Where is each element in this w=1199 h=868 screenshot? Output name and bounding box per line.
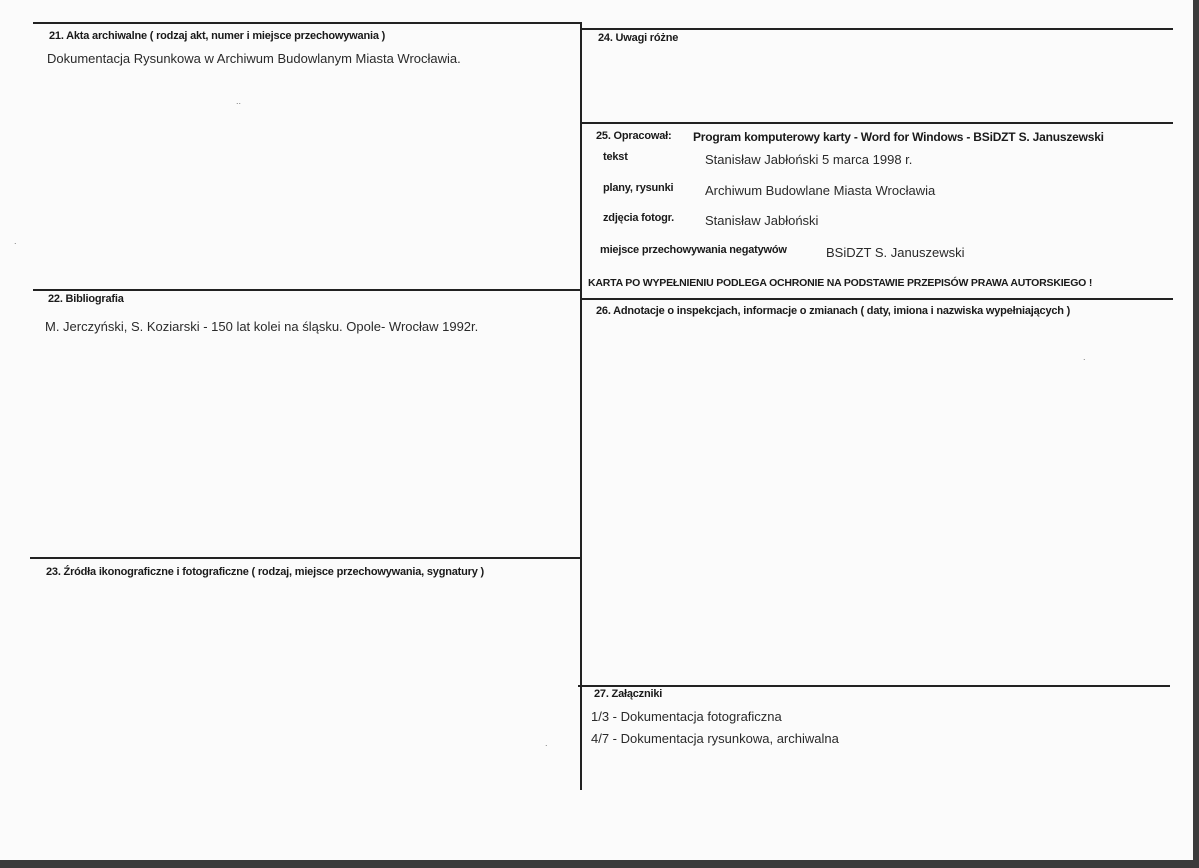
scan-mark: .. bbox=[236, 96, 242, 106]
scan-mark: . bbox=[1083, 352, 1086, 362]
section-25-label-plans: plany, rysunki bbox=[603, 182, 674, 194]
section-25-label-text: tekst bbox=[603, 151, 628, 163]
section-25-value-photos: Stanisław Jabłoński bbox=[705, 213, 819, 228]
divider-24-25 bbox=[581, 122, 1173, 124]
section-24-title: 24. Uwagi różne bbox=[598, 32, 679, 44]
section-25-value-text: Stanisław Jabłoński 5 marca 1998 r. bbox=[705, 152, 913, 167]
section-22-content: M. Jerczyński, S. Koziarski - 150 lat kolei na śląsku. Opole- Wrocław 1992r. bbox=[45, 319, 479, 334]
section-25-value-plans: Archiwum Budowlane Miasta Wrocławia bbox=[705, 183, 936, 198]
section-22-title: 22. Bibliografia bbox=[48, 293, 124, 305]
scan-edge-right bbox=[1193, 0, 1199, 868]
section-21-content: Dokumentacja Rysunkowa w Archiwum Budowlanym Miasta Wrocławia. bbox=[47, 51, 461, 66]
divider-top-left bbox=[33, 22, 581, 24]
divider-26-27 bbox=[578, 685, 1170, 687]
divider-vertical bbox=[580, 22, 582, 790]
section-25-program: Program komputerowy karty - Word for Windows - BSiDZT S. Januszewski bbox=[693, 130, 1104, 144]
divider-22-23 bbox=[30, 557, 580, 559]
attachment-item-2: 4/7 - Dokumentacja rysunkowa, archiwalna bbox=[591, 731, 839, 746]
scan-edge-bottom bbox=[0, 860, 1199, 868]
attachment-item-1: 1/3 - Dokumentacja fotograficzna bbox=[591, 709, 782, 724]
divider-top-right bbox=[581, 28, 1173, 30]
divider-25-26 bbox=[581, 298, 1173, 300]
scan-mark: . bbox=[14, 236, 17, 246]
section-23-title: 23. Źródła ikonograficzne i fotograficzne ( rodzaj, miejsce przechowywania, sygnatury ) bbox=[46, 566, 484, 578]
section-21-title: 21. Akta archiwalne ( rodzaj akt, numer i miejsce przechowywania ) bbox=[49, 30, 386, 42]
copyright-notice: KARTA PO WYPEŁNIENIU PODLEGA OCHRONIE NA PODSTAWIE PRZEPISÓW PRAWA AUTORSKIEGO ! bbox=[588, 277, 1093, 289]
section-25-label-photos: zdjęcia fotogr. bbox=[603, 212, 674, 224]
section-26-title: 26. Adnotacje o inspekcjach, informacje o zmianach ( daty, imiona i nazwiska wypełniających ) bbox=[596, 305, 1071, 317]
section-25-value-negatives: BSiDZT S. Januszewski bbox=[826, 245, 965, 260]
scan-mark: . bbox=[545, 738, 548, 748]
divider-21-22 bbox=[33, 289, 581, 291]
section-27-title: 27. Załączniki bbox=[594, 688, 663, 700]
section-25-title: 25. Opracował: bbox=[596, 130, 672, 142]
section-25-label-negatives: miejsce przechowywania negatywów bbox=[600, 244, 787, 256]
